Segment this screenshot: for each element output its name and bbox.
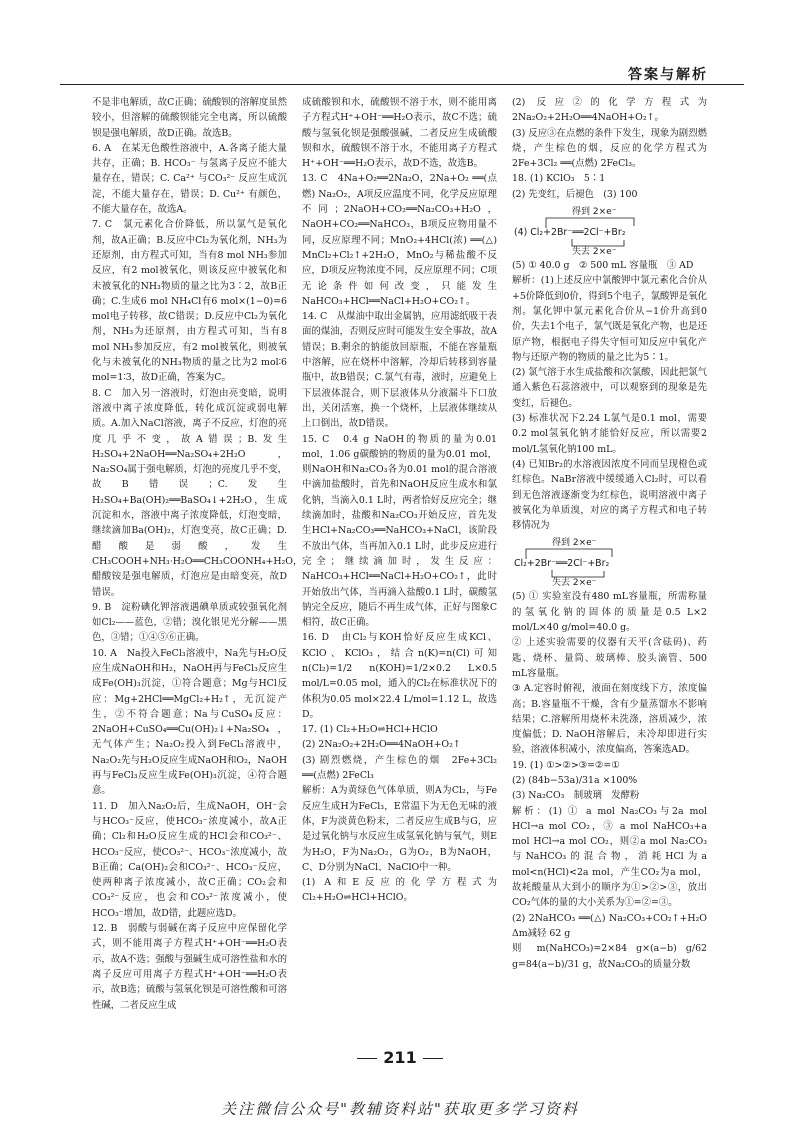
- answer-paragraph: 8. C 加入另一溶液时，灯泡由亮变暗，说明溶液中离子浓度降低，转化成沉淀或弱电解质。A.加入NaCl溶液，离子不反应，灯泡的亮度几乎不变，故A错误；B.发生H₂SO₄+2NaOH══Na₂SO₄+2H₂O，Na₂SO₄属于强电解质，灯泡的亮度几乎不变，故B错误；C.发生H₂SO₄+Ba(OH)₂══BaSO₄↓+2H₂O，生成沉淀和水，溶液中离子浓度降低，灯泡变暗，继续滴加Ba(OH)₂，灯泡变亮，故C正确；D.醋酸是弱酸，发生CH₃COOH+NH₃·H₂O══CH₃COONH₄+H₂O，醋酸铵是强电解质，灯泡应是由暗变亮，故D错误。: [92, 387, 303, 598]
- reaction-equation: (4) Cl₂+2Br⁻══2Cl⁻+Br₂: [514, 227, 626, 239]
- answer-paragraph: (2) 氯气溶于水生成盐酸和次氯酸，因此把氯气通入紫色石蕊溶液中，可以观察到的现象是先变红，后褪色。: [512, 367, 707, 409]
- electron-transfer-diagram: [512, 204, 707, 258]
- answer-paragraph: (2) 反应②的化学方程式为2Na₂O₂+2H₂O══4NaOH+O₂↑。: [512, 97, 707, 124]
- answer-paragraph: (2) (84b−53a)/31a ×100%: [512, 774, 638, 786]
- answer-paragraph: ② 上述实验需要的仪器有天平(含砝码)、药匙、烧杯、量筒、玻璃棒、胶头滴管、500 mL容量瓶。: [512, 637, 710, 679]
- electron-loss-label: 失去 2×e⁻: [552, 578, 597, 589]
- answer-paragraph: (5) ① 实验室没有480 mL容量瓶，所需称量的氢氧化钠的固体的质量是0.5 L×2 mol/L×40 g/mol=40.0 g。: [512, 591, 710, 634]
- answer-paragraph: 15. C 0.4 g NaOH的物质的量为0.01 mol，1.06 g碳酸钠的物质的量为0.01 mol，则NaOH和Na₂CO₃各为0.01 mol的混合溶液中滴加盐酸时，首先和NaOH反应生成水和氯化钠，当滴入0.1 L时，两者恰好反应完全；继续滴加时，盐酸和Na₂CO₃开始反应，首先发生HCl+Na₂CO₃══NaHCO₃+NaCl，该阶段不放出气体，当再加入0.1 L时，此步反应进行完全；继续滴加时，发生反应：NaHCO₃+HCl══NaCl+H₂O+CO₂↑，此时开始放出气体，当再滴入盐酸0.1 L时，碳酸氢钠完全反应，随后不再生成气体，正好与图象C相符，故C正确。: [302, 433, 500, 629]
- answer-paragraph: (3) Na₂CO₃ 制玻璃 发酵粉: [512, 790, 640, 802]
- electron-gain-label: 得到 2×e⁻: [552, 538, 597, 549]
- answer-paragraph: (4) 已知Br₂的水溶液因浓度不同而呈现橙色或红棕色。NaBr溶液中缓缓通入Cl₂时，可以看到无色溶液逐渐变为红棕色，说明溶液中离子被氧化为单质溴，对应的离子方程式和电子转移情况为: [512, 458, 707, 532]
- page-number-dash: [357, 1058, 377, 1059]
- electron-transfer-diagram: [512, 535, 707, 589]
- answer-paragraph: 则 m(NaHCO₃)=2×84 g×(a−b) g/62 g=84(a−b)/31 g，故Na₂CO₃的质量分数: [512, 943, 710, 970]
- answer-paragraph: (2) 2NaHCO₃ ══(△) Na₂CO₃+CO₂↑+H₂O Δm减轻 62 g: [512, 912, 717, 939]
- header-rule: [60, 84, 744, 85]
- answer-paragraph: 14. C 从煤油中取出金属钠，应用滤纸吸干表面的煤油，否则反应时可能发生安全事故，故A错误；B.剩余的钠能放回原瓶，不能在容量瓶中溶解，应在烧杯中溶解，冷却后转移到容量瓶中，故B错误；C.氯气有毒，液时，应避免上下层液体混合，则下层液体从分液漏斗下口放出，关闭活塞，换一个烧杯，上层液体继续从上口倒出，故D错误。: [302, 311, 497, 430]
- answer-paragraph: (5) ① 40.0 g ② 500 mL 容量瓶 ③ AD: [512, 260, 694, 272]
- answer-paragraph: 9. B 淀粉碘化钾溶液遇碘单质或较强氧化剂如Cl₂——蓝色，②错；溴化银见光分解——黑色，③错；①④⑤⑥正确。: [92, 601, 287, 644]
- answer-paragraph: 19. (1) ①>②>③=②=①: [512, 759, 620, 771]
- page-number-dash: [423, 1058, 443, 1059]
- answer-paragraph: 11. D 加入Na₂O₂后，生成NaOH，OH⁻会与HCO₃⁻反应，使HCO₃⁻浓度减小，故A正确；Cl₂和H₂O反应生成的HCl会和CO₃²⁻、HCO₃⁻反应，使CO₃²⁻、HCO₃⁻浓度减小，故B正确；Ca(OH)₂会和CO₃²⁻、HCO₃⁻反应，使两种离子浓度减小，故C正确；CO₂会和CO₃²⁻反应，也会和CO₃²⁻浓度减小，使HCO₃⁻增加，故D错，此题应选D。: [92, 800, 287, 919]
- section-title: 答案与解析: [628, 67, 708, 83]
- loss-bracket: [572, 239, 624, 246]
- answer-paragraph: 17. (1) Cl₂+H₂O⇌HCl+HClO: [302, 724, 438, 736]
- answer-paragraph: 6. A 在某无色酸性溶液中，A.各离子能大量共存，正确；B. HCO₃⁻ 与氢离子反应不能大量存在，错误；C. Ca²⁺ 与CO₃²⁻ 反应生成沉淀，不能大量存在，错误；D. Cu²⁺ 有颜色，不能大量存在，故选A。: [92, 142, 287, 216]
- column-3: [512, 95, 717, 1085]
- answer-paragraph: (1) A和E反应的化学方程式为Cl₂+H₂O⇌HCl+HClO。: [302, 877, 497, 904]
- answer-paragraph: 7. C 氯元素化合价降低，所以氯气是氧化剂，故A正确；B.反应中Cl₂为氧化剂，NH₃为还原剂，由方程式可知，当有8 mol NH₃参加反应，有2 mol被氧化，则该反应中被氧化和未被氧化的NH₃物质的量之比为3∶2，故B正确；C.生成6 mol NH₄Cl有6 mol×(1−0)=6 mol电子转移，故C错误；D.反应中Cl₂为氧化剂，NH₃为还原剂，由方程式可知，当有8 mol NH₃参加反应，有2 mol被氧化，则被氧化与未被氧化的NH₃物质的量之比为2 mol∶6 mol=1∶3，故D正确，答案为C。: [92, 219, 290, 384]
- answer-paragraph: (3) 反应③在点燃的条件下发生，现象为剧烈燃烧，产生棕色的烟，反应的化学方程式为 2Fe+3Cl₂ ══(点燃) 2FeCl₃。: [512, 127, 710, 170]
- page-header: [0, 0, 800, 83]
- answer-paragraph: 解析：(1)上述反应中氯酸钾中氯元素化合价从+5价降低到0价，得到5个电子，氯酸钾是氧化剂。氯化钾中氯元素化合价从−1价升高到0价，失去1个电子，氯气既是氧化产物，也是还原产物，根据电子得失守恒可知反应中氧化产物与还原产物的物质的量之比为5∶1。: [512, 275, 707, 363]
- answer-paragraph: 解析：(1) ① a mol Na₂CO₃与2a mol HCl→a mol CO₂，③ a mol NaHCO₃+a mol HCl→a mol CO₂，则②a mol Na₂CO₃与NaHCO₃的混合物，消耗HCl为a mol<n(HCl)<2a mol，产生CO₂为a mol，故耗酸量从大到小的顺序为①>②>③，放出CO₂气体的量的大小关系为①=②=③。: [512, 805, 710, 909]
- page-number: [0, 1048, 800, 1067]
- loss-bracket: [552, 570, 604, 577]
- electron-transfer-arrows: [512, 535, 702, 589]
- electron-loss-label: 失去 2×e⁻: [572, 247, 617, 258]
- answer-paragraph: (3) 剧烈燃烧，产生棕色的烟 2Fe+3Cl₂ ══(点燃) 2FeCl₃: [302, 754, 500, 782]
- answer-paragraph: 10. A Na投入FeCl₃溶液中，Na先与H₂O反应生成NaOH和H₂，NaOH再与FeCl₃反应生成Fe(OH)₃沉淀，①符合题意；Mg与HCl反应：Mg+2HCl══MgCl₂+H₂↑，无沉淀产生，②不符合题意；Na与CuSO₄反应：2NaOH+CuSO₄══Cu(OH)₂↓+Na₂SO₄，无气体产生；Na₂O₂投入到FeCl₃溶液中，Na₂O₂先与H₂O反应生成NaOH和O₂，NaOH再与FeCl₃反应生成Fe(OH)₃沉淀，④符合题意。: [92, 647, 287, 797]
- answer-paragraph: 解析：A为黄绿色气体单质，则A为Cl₂，与Fe反应生成H为FeCl₃，E常温下为无色无味的液体，F为淡黄色粉末，二者反应生成B与G，应是过氧化钠与水反应生成氢氧化钠与氧气，则E为H₂O，F为Na₂O₂，G为O₂，B为NaOH，C、D分别为NaCl、NaClO中一种。: [302, 785, 497, 873]
- answer-paragraph: 13. C 4Na+O₂══2Na₂O，2Na+O₂ ══(点燃) Na₂O₂，A项反应温度不同，化学反应原理不同；2NaOH+CO₂══Na₂CO₃+H₂O，NaOH+CO₂══NaHCO₃，B项反应物用量不同，反应原理不同；MnO₂+4HCl(浓) ══(△) MnCl₂+Cl₂↑+2H₂O，MnO₂与稀盐酸不反应，D项反应物浓度不同，反应原理不同；C项无论条件如何改变，只能发生NaHCO₃+HCl══NaCl+H₂O+CO₂↑。: [302, 173, 500, 307]
- answer-paragraph: (3) 标准状况下2.24 L氯气是0.1 mol，需要0.2 mol氢氧化钠才能恰好反应，所以需要2 mol/L氢氧化钠100 mL。: [512, 413, 710, 455]
- reaction-equation: Cl₂+2Br⁻══2Cl⁻+Br₂: [514, 558, 610, 570]
- answer-paragraph: ③ A.定容时俯视，液面在刻度线下方，浓度偏高；B.容量瓶不干燥，含有少量蒸馏水不影响结果；C.溶解所用烧杯未洗涤，溶质减少，浓度偏低；D. NaOH溶解后，未冷却即进行实验，溶液体积减小，浓度偏高，答案选AD。: [512, 683, 707, 756]
- column-1: [92, 95, 303, 1085]
- answer-columns: [92, 95, 717, 1085]
- answer-paragraph: 18. (1) KClO₃ 5∶1: [512, 173, 606, 185]
- answer-paragraph: (2) 先变红，后褪色 (3) 100: [512, 188, 638, 200]
- answer-paragraph: 16. D 由Cl₂与KOH恰好反应生成KCl、KClO、KClO₃，结合n(K)=n(Cl)可知 n(Cl₂)=1/2 n(KOH)=1/2×0.2 L×0.5 mol/L=0.05 mol，通入的Cl₂在标准状况下的体积为0.05 mol×22.4 L/mol=1.12 L，故选D。: [302, 632, 500, 720]
- answer-paragraph: 成硫酸钡和水，硫酸钡不溶于水，则不能用离子方程式H⁺+OH⁻══H₂O表示，故C不选；硫酸与氢氧化钡是强酸强碱，二者反应生成硫酸钡和水，硫酸钡不溶于水，不能用离子方程式H⁺+OH⁻══H₂O表示，故D不选，故选B。: [302, 97, 497, 170]
- answer-paragraph: (2) 2Na₂O₂+2H₂O══4NaOH+O₂↑: [302, 739, 461, 751]
- answer-paragraph: 不是非电解质，故C正确；硫酸钡的溶解度虽然较小，但溶解的硫酸钡能完全电离，所以硫酸钡是强电解质，故D正确。故选B。: [92, 97, 287, 139]
- page-number-value: 211: [383, 1048, 417, 1067]
- electron-transfer-arrows: [512, 204, 702, 258]
- answer-paragraph: 12. B 弱酸与弱碱在离子反应中应保留化学式，则不能用离子方程式H⁺+OH⁻══H₂O表示，故A不选；强酸与强碱生成可溶性盐和水的离子反应可用离子方程式H⁺+OH⁻══H₂O表示，故B选；硫酸与氢氧化钡是可溶性酸和可溶性碱，二者反应生成: [92, 923, 287, 1011]
- column-2: [302, 95, 500, 1085]
- electron-gain-label: 得到 2×e⁻: [572, 207, 617, 218]
- footer-note: 关注微信公众号"教辅资料站"获取更多学习资料: [221, 1100, 579, 1118]
